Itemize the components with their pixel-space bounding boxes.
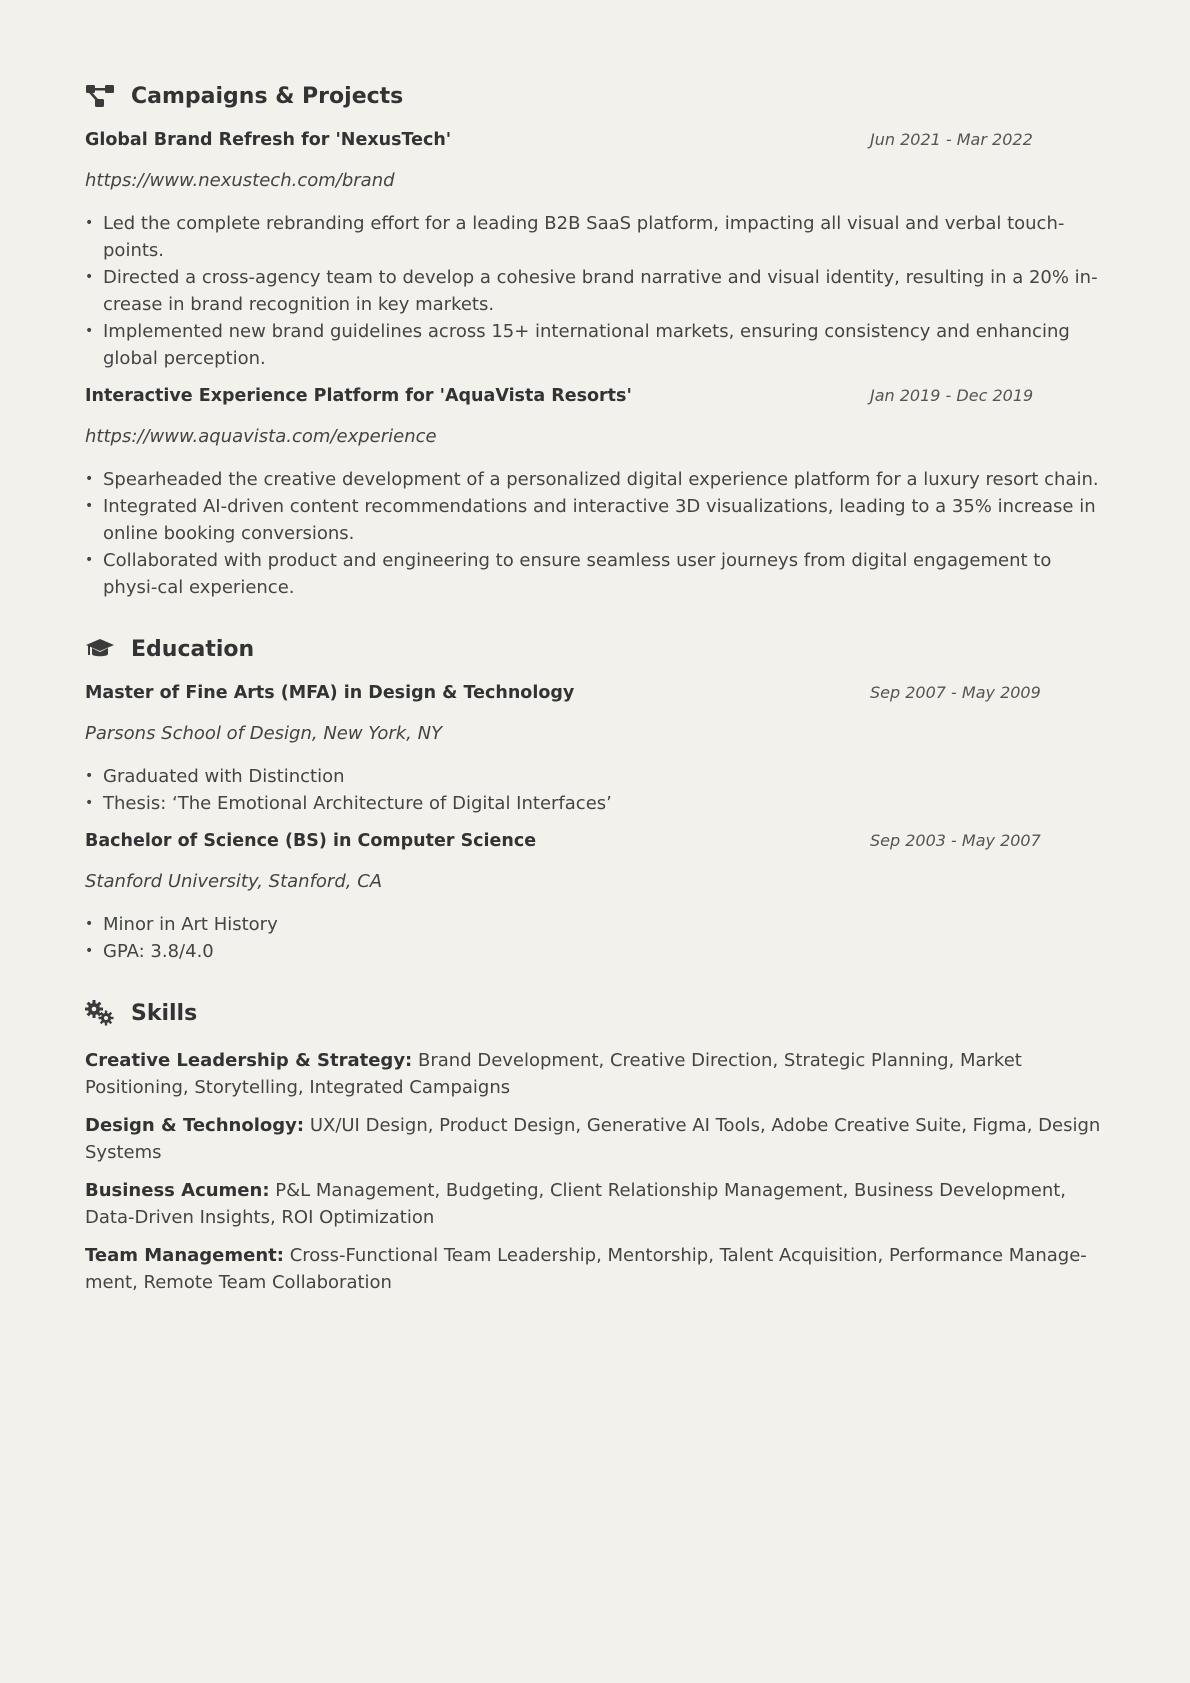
project-diagram-icon <box>85 81 115 111</box>
project-link[interactable]: https://www.aquavista.com/experience <box>85 426 437 447</box>
entry-date: Sep 2007 - May 2009 <box>870 683 1041 702</box>
resume-page <box>85 78 1105 1326</box>
education-entry <box>85 831 1105 965</box>
graduation-cap-icon <box>85 634 115 664</box>
skill-items: P&L Management, Budgeting, Client Relationship Management, Business Development, Data-Driven Insights, ROI Optimization <box>85 1180 1066 1228</box>
entry-header <box>85 386 1105 420</box>
entry-date: Jan 2019 - Dec 2019 <box>870 386 1034 405</box>
skill-label: Design & Technology: <box>85 1115 305 1136</box>
project-link[interactable]: https://www.nexustech.com/brand <box>85 170 395 191</box>
degree-title: Bachelor of Science (BS) in Computer Science <box>85 831 537 851</box>
education-header <box>85 631 1105 667</box>
entry-date: Sep 2003 - May 2007 <box>870 831 1041 850</box>
skill-group <box>85 1177 1105 1231</box>
bullet-item: • Thesis: ‘The Emotional Architecture of Digital Interfaces’ <box>103 790 1105 817</box>
skill-items: UX/UI Design, Product Design, Generative AI Tools, Adobe Creative Suite, Figma, Design Systems <box>85 1115 1101 1163</box>
education-section <box>85 631 1105 965</box>
skills-section <box>85 995 1105 1296</box>
entry-title: Interactive Experience Platform for 'AquaVista Resorts' <box>85 386 632 406</box>
bullet-list <box>85 210 1105 372</box>
bullet-item: • GPA: 3.8/4.0 <box>103 938 1105 965</box>
bullet-item: • Minor in Art History <box>103 911 1105 938</box>
school-name: Parsons School of Design, New York, NY <box>85 723 443 744</box>
bullet-item: • Implemented new brand guidelines across 15+ international markets, ensuring consistency and enhancing global perception. <box>103 318 1105 372</box>
skill-group <box>85 1112 1105 1166</box>
project-entry <box>85 130 1105 372</box>
skill-items: Brand Development, Creative Direction, Strategic Planning, Market Positioning, Storytelling, Integrated Campaigns <box>85 1050 1022 1098</box>
bullet-item: • Integrated AI-driven content recommendations and interactive 3D visualizations, leading to a 35% increase in online booking conversions. <box>103 493 1105 547</box>
bullet-item: • Graduated with Distinction <box>103 763 1105 790</box>
skill-label: Business Acumen: <box>85 1180 270 1201</box>
degree-title: Master of Fine Arts (MFA) in Design & Technology <box>85 683 575 703</box>
project-entry <box>85 386 1105 601</box>
entry-header <box>85 831 1105 865</box>
cogs-icon <box>85 998 115 1028</box>
campaigns-section <box>85 78 1105 601</box>
entry-header <box>85 683 1105 717</box>
bullet-item: • Led the complete rebranding effort for a leading B2B SaaS platform, impacting all visual and verbal touch-points. <box>103 210 1105 264</box>
section-title: Campaigns & Projects <box>131 83 404 109</box>
education-entry <box>85 683 1105 817</box>
bullet-item: • Spearheaded the creative development of a personalized digital experience platform for a luxury resort chain. <box>103 466 1105 493</box>
skill-label: Creative Leadership & Strategy: <box>85 1050 413 1071</box>
skill-label: Team Management: <box>85 1245 284 1266</box>
entry-title: Global Brand Refresh for 'NexusTech' <box>85 130 452 150</box>
skill-group <box>85 1242 1105 1296</box>
section-title: Skills <box>131 1000 198 1026</box>
bullet-item: • Collaborated with product and engineering to ensure seamless user journeys from digital engagement to physi-cal experience. <box>103 547 1105 601</box>
skills-header <box>85 995 1105 1031</box>
section-title: Education <box>131 636 255 662</box>
bullet-list <box>85 763 1105 817</box>
bullet-item: • Directed a cross-agency team to develop a cohesive brand narrative and visual identity, resulting in a 20% in-crease in brand recognition in key markets. <box>103 264 1105 318</box>
skill-group <box>85 1047 1105 1101</box>
entry-header <box>85 130 1105 164</box>
bullet-list <box>85 466 1105 601</box>
skill-items: Cross-Functional Team Leadership, Mentorship, Talent Acquisition, Performance Manage-ment, Remote Team Collaboration <box>85 1245 1087 1293</box>
campaigns-header <box>85 78 1105 114</box>
school-name: Stanford University, Stanford, CA <box>85 871 383 892</box>
bullet-list <box>85 911 1105 965</box>
entry-date: Jun 2021 - Mar 2022 <box>870 130 1033 149</box>
